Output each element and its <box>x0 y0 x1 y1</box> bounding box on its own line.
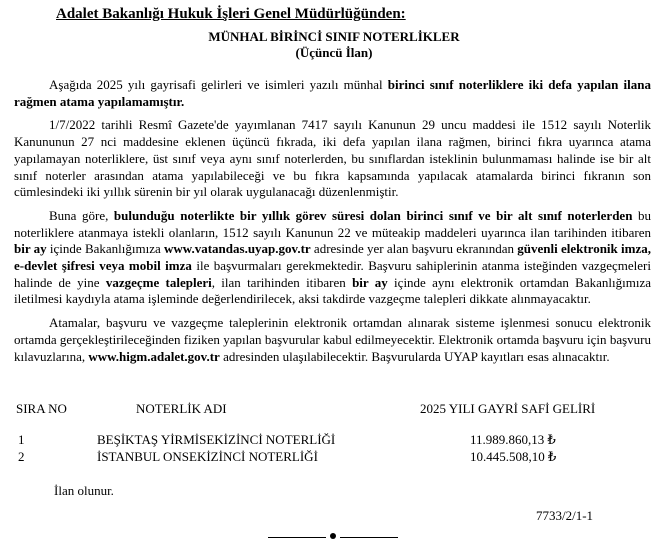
p4-a: Atamalar, başvuru ve vazgeçme taleplerinin elektronik ortamdan alınarak sisteme işlenmesi sonucu elektronik ortamda gerçekleştirileceğinden fiziken yapılan başvurular kabul edilmeyecektir. Elektronik ortamda başvuru için başvuru kılavuzlarına, <box>14 315 651 364</box>
income-value: 10.445.508,10 ₺ <box>470 449 557 464</box>
row-number: 1 <box>18 432 25 447</box>
end-separator <box>268 533 398 541</box>
p3-l: bir ay <box>352 274 388 290</box>
p4-c: adresinden ulaşılabilecektir. Başvurularda UYAP kayıtları esas alınacaktır. <box>219 348 610 364</box>
p3-i: ile başvurmaları gerekmektedir. Başvuru sahiplerinin atanma isteğinden vazgeçmeleri halinde de yine <box>14 258 651 290</box>
notary-name: İSTANBUL ONSEKİZİNCİ NOTERLİĞİ <box>97 449 318 464</box>
p3-j: vazgeçme talepleri <box>105 274 212 290</box>
row-number: 2 <box>18 449 25 464</box>
paragraph-4 <box>14 315 651 365</box>
p3-c: bu noterliklere atanmaya istekli olanların, 1512 sayılı Kanunun 22 ve müteakip maddeleri uyarınca ilan tarihinden itibaren <box>14 207 651 240</box>
p1-bold: birinci sınıf noterliklere iki defa yapılan ilana rağmen atama yapılamamıştır. <box>14 77 651 109</box>
col-header-gelir: 2025 YILI GAYRİ SAFİ GELİRİ <box>420 401 596 416</box>
p3-e: içinde Bakanlığımıza <box>46 241 165 257</box>
paragraph-2: 1/7/2022 tarihli Resmî Gazete'de yayımlanan 7417 sayılı Kanunun 29 uncu maddesi ile 1512 sayılı Noterlik Kanununun 27 nci maddesine eklenen üçüncü fıkrada, iki defa yapılan ilana rağmen, birinci fıkra uyarınca atama yapılamayan noterliklere, üst sınıf veya aynı sınıf noterlerden, bu sınıflardan isteklinin bulunmaması halinde ise bir alt sınıf noterler arasından atama yapılabileceği ve bu fıkra kapsamında yapılacak atamalarda birinci fıkranın son cümlesindeki iki yıllık sürenin bir yıl olarak uygulanacağı düzenlenmiştir. <box>14 117 651 200</box>
separator-dot <box>330 533 336 539</box>
reference-number: 7733/2/1-1 <box>536 508 594 523</box>
announcement-subtitle: (Üçüncü İlan) <box>295 45 373 60</box>
announcement-body <box>14 77 651 365</box>
notary-name: BEŞİKTAŞ YİRMİSEKİZİNCİ NOTERLİĞİ <box>97 432 336 447</box>
income-value: 11.989.860,13 ₺ <box>470 432 556 447</box>
announcement-title: MÜNHAL BİRİNCİ SINIF NOTERLİKLER <box>208 29 460 44</box>
p3-a: Buna göre, <box>49 207 114 223</box>
p3-d: bir ay <box>14 241 47 257</box>
p3-k: , ilan tarihinden itibaren <box>211 274 353 290</box>
separator-line-right <box>340 537 398 538</box>
higm-link: www.higm.adalet.gov.tr <box>88 348 220 364</box>
paragraph-3 <box>14 208 651 308</box>
paragraph-1 <box>14 77 651 110</box>
closing-text: İlan olunur. <box>54 483 114 498</box>
separator-line-left <box>268 537 326 538</box>
col-header-sira-no: SIRA NO <box>16 401 67 416</box>
p3-g: adresinde yer alan başvuru ekranından <box>310 241 518 257</box>
p3-m: içinde aynı elektronik ortamdan Bakanlığımıza iletilmesi kaydıyla atama işleminde değerlendirilecek, aksi takdirde vazgeçme talepleri dikkate alınmayacaktır. <box>14 274 651 307</box>
p3-b: bulunduğu noterlikte bir yıllık görev süresi dolan birinci sınıf ve bir alt sınıf noterlerden <box>113 207 633 223</box>
col-header-noterlik-adi: NOTERLİK ADI <box>136 401 227 416</box>
p3-h: güvenli elektronik imza, e-devlet şifresi veya mobil imza <box>14 241 651 274</box>
p1-text: Aşağıda 2025 yılı gayrisafi gelirleri ve isimleri yazılı münhal <box>49 77 388 92</box>
vatandas-link: www.vatandas.uyap.gov.tr <box>164 241 311 257</box>
issuer-header: Adalet Bakanlığı Hukuk İşleri Genel Müdürlüğünden: <box>56 6 406 22</box>
